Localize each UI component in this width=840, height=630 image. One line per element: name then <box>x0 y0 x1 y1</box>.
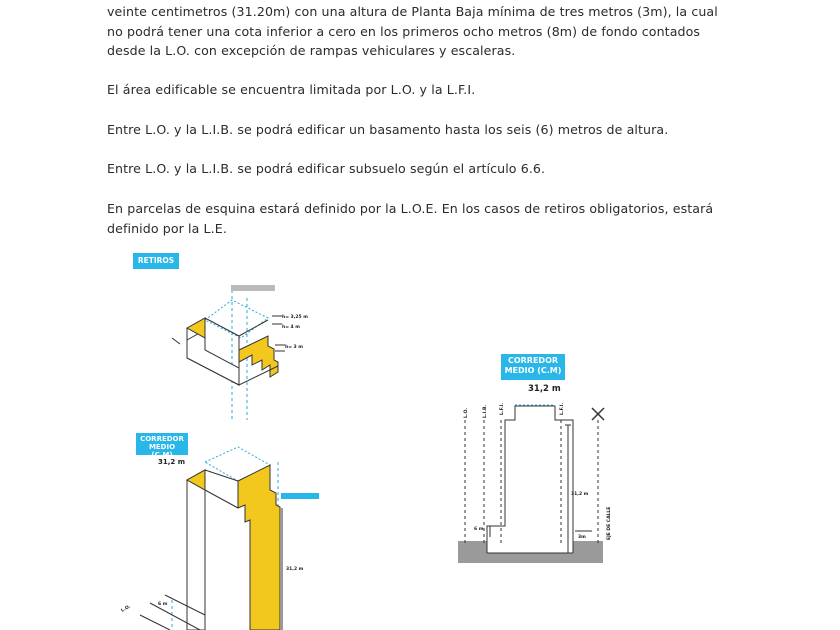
label-h312-iso: 31,2 m <box>286 567 304 572</box>
label-eje-calle: EJE DE CALLE <box>607 506 612 540</box>
dimension-label-large: 31,2 m <box>528 384 561 394</box>
paragraph-4: Entre L.O. y la L.I.B. se podrá edificar subsuelo según el artículo 6.6. <box>107 161 546 176</box>
corredor-medio-tag-small: CORREDOR MEDIO (C.M) <box>136 433 188 455</box>
corredor-medio-tag-large: CORREDOR MEDIO (C.M) <box>501 354 565 380</box>
label-h312-section: 31,2 m <box>571 492 589 497</box>
label-h325: h= 3,25 m <box>282 315 308 320</box>
dimension-label-small: 31,2 m <box>158 458 186 466</box>
label-h3: h= 3 m <box>285 345 303 350</box>
label-h6-iso: 6 m <box>158 602 168 607</box>
label-lib-section: L.I.B. <box>483 404 488 418</box>
label-h3-section: 3m <box>578 535 586 540</box>
label-h4: h= 4 m <box>282 325 300 330</box>
label-lfi-section: L.F.I. <box>500 402 505 415</box>
label-h6-section: 6 m <box>474 527 484 532</box>
paragraph-5: En parcelas de esquina estará definido por la L.O.E. En los casos de retiros obligatorios, estará definido por la L.E. <box>107 201 714 236</box>
label-lo-section: L.O. <box>464 407 469 418</box>
paragraph-2: El área edificable se encuentra limitada por L.O. y la L.F.I. <box>107 82 476 97</box>
retiros-tag: RETIROS <box>133 253 179 269</box>
paragraph-1: veinte centimetros (31.20m) con una altura de Planta Baja mínima de tres metros (3m), la cual no podrá tener una cota inferior a cero en los primeros ocho metros (8m) de fondo contados desde la L.O. con excepción de rampas vehiculares y escaleras. <box>107 4 718 58</box>
paragraph-3: Entre L.O. y la L.I.B. se podrá edificar un basamento hasta los seis (6) metros de altura. <box>107 122 669 137</box>
label-lo-iso: L.O. <box>120 604 132 614</box>
retiros-isometric-diagram <box>172 285 285 420</box>
label-lfi-section-right: L.F.I. <box>560 402 565 415</box>
